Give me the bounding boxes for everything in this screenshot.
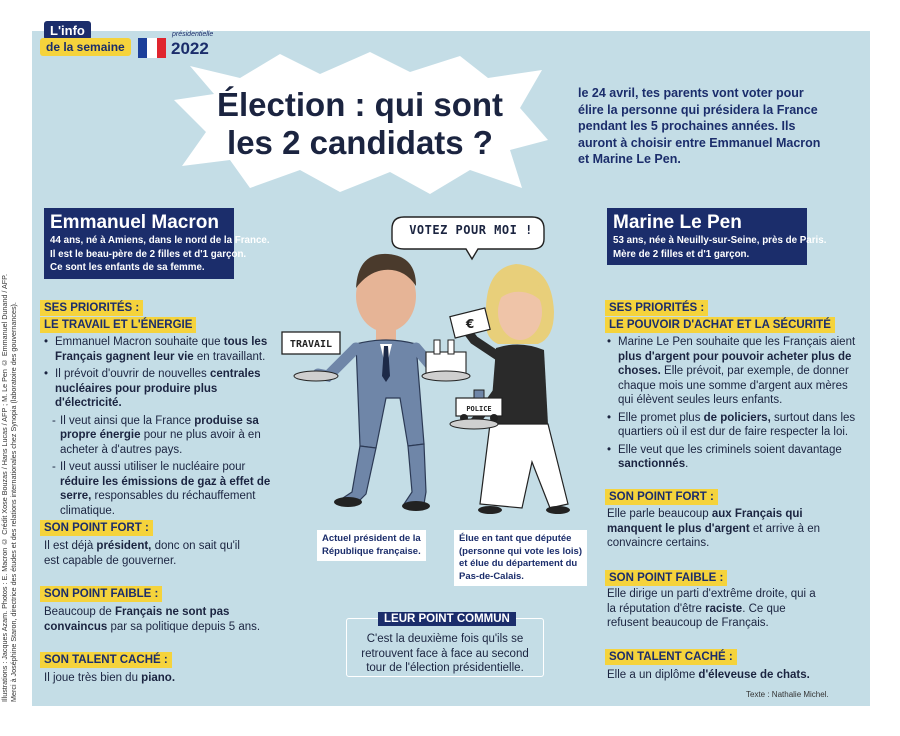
lepen-caption: Élue en tant que députée (personne qui vote les lois) et élue du département du Pas-de-Calais. [454, 530, 587, 586]
macron-priorities-text [44, 335, 280, 521]
lepen-figure [450, 264, 570, 514]
macron-talent-label: SON TALENT CACHÉ : [40, 652, 172, 668]
list-item: • Elle promet plus de policiers, surtout dans les quartiers où il est dur de faire respecter la loi. [607, 411, 859, 440]
list-item: • Marine Le Pen souhaite que les Français aient plus d'argent pour pouvoir acheter plus de choses. Elle prévoit, par exemple, de donner chaque mois une somme d'argent aux mères qui élèvent seules leurs enfants. [607, 335, 859, 408]
list-item: - Il veut ainsi que la France produise sa propre énergie pour ne plus avoir à en acheter à d'autres pays. [44, 414, 280, 458]
speech-text: VOTEZ POUR MOI ! [409, 223, 533, 237]
common-point-text: C'est la deuxième fois qu'ils se retrouvent face à face au second tour de l'élection présidentielle. [361, 633, 529, 674]
lepen-strong-text: Elle parle beaucoup aux Français qui manquent le plus d'argent et arrive à en convaincre certains. [607, 508, 820, 549]
macron-strong-text: Il est déjà président, donc on sait qu'il est capable de gouverner. [44, 540, 240, 567]
election-label: présidentielle [172, 31, 214, 38]
lepen-priorities-text [607, 335, 859, 475]
police-car-label: POLICE [466, 405, 492, 413]
macron-weak-label: SON POINT FAIBLE : [40, 586, 162, 602]
euro-icon: € [465, 317, 475, 331]
list-item: • Elle veut que les criminels soient davantage sanctionnés. [607, 443, 859, 472]
info-badge: L'info [44, 21, 91, 40]
lepen-weak-text: Elle dirige un parti d'extrême droite, qui a la réputation d'être raciste. Ce que refusent beaucoup de Français. [607, 588, 816, 629]
macron-priorities-topic: LE TRAVAIL ET L'ÉNERGIE [40, 317, 196, 333]
list-item: • Emmanuel Macron souhaite que tous les Français gagnent leur vie en travaillant. [44, 335, 280, 364]
lepen-talent-label: SON TALENT CACHÉ : [605, 649, 737, 665]
lepen-strong-label: SON POINT FORT : [605, 489, 718, 505]
election-year: 2022 [171, 39, 209, 58]
macron-weak-text: Beaucoup de Français ne sont pas convaincus par sa politique depuis 5 ans. [44, 606, 261, 633]
macron-talent-text: Il joue très bien du piano. [44, 672, 176, 684]
lepen-priorities-topic: LE POUVOIR D'ACHAT ET LA SÉCURITÉ [605, 317, 835, 333]
common-point-title: LEUR POINT COMMUN [378, 612, 516, 626]
week-badge: de la semaine [40, 38, 131, 56]
list-item: - Il veut aussi utiliser le nucléaire pour réduire les émissions de gaz à effet de serre, responsables du réchauffement climatique. [44, 460, 280, 518]
list-item: • Il prévoit d'ouvrir de nouvelles centrales nucléaires pour produire plus d'électricité. [44, 367, 280, 411]
macron-caption: Actuel président de la République française. [317, 530, 426, 561]
french-flag-icon [138, 38, 166, 58]
lepen-weak-label: SON POINT FAIBLE : [605, 570, 727, 586]
lepen-talent-text: Elle a un diplôme d'éleveuse de chats. [607, 669, 810, 681]
macron-strong-label: SON POINT FORT : [40, 520, 153, 536]
macron-figure [282, 254, 470, 511]
intro-text: le 24 avril, tes parents vont voter pour élire la personne qui présidera la France pendant les 5 prochaines années. Ils auront à choisir entre Emmanuel Macron et Marine Le Pen. [578, 86, 821, 166]
page-title: Élection : qui sont les 2 candidats ? [217, 86, 503, 161]
text-credit: Texte : Nathalie Michel. [746, 690, 829, 699]
macron-name: Emmanuel Macron [50, 212, 219, 233]
lepen-name: Marine Le Pen [613, 212, 742, 233]
photo-credits: Illustrations : Jacques Azam. Photos : E. Macron © Crédit Xose Bouzas / Hans Lucas / AFP ; M. Le Pen © Emmanuel Dunand / AFP. Merci à Joséphine Staron, directrice des études et des relations internationales chez Synopia (laboratoire des gouvernances). [0, 273, 18, 702]
candidates-illustration [276, 248, 606, 538]
travail-sign-label: TRAVAIL [289, 339, 333, 350]
macron-name-box: Emmanuel Macron 44 ans, né à Amiens, dans le nord de la France. Il est le beau-père de 2 filles et d'1 garçon. Ce sont les enfants de sa femme. [44, 208, 234, 279]
macron-priorities-label: SES PRIORITÉS : [40, 300, 143, 316]
lepen-priorities-label: SES PRIORITÉS : [605, 300, 708, 316]
lepen-name-box: Marine Le Pen 53 ans, née à Neuilly-sur-Seine, près de Paris. Mère de 2 filles et d'1 garçon. [607, 208, 807, 265]
